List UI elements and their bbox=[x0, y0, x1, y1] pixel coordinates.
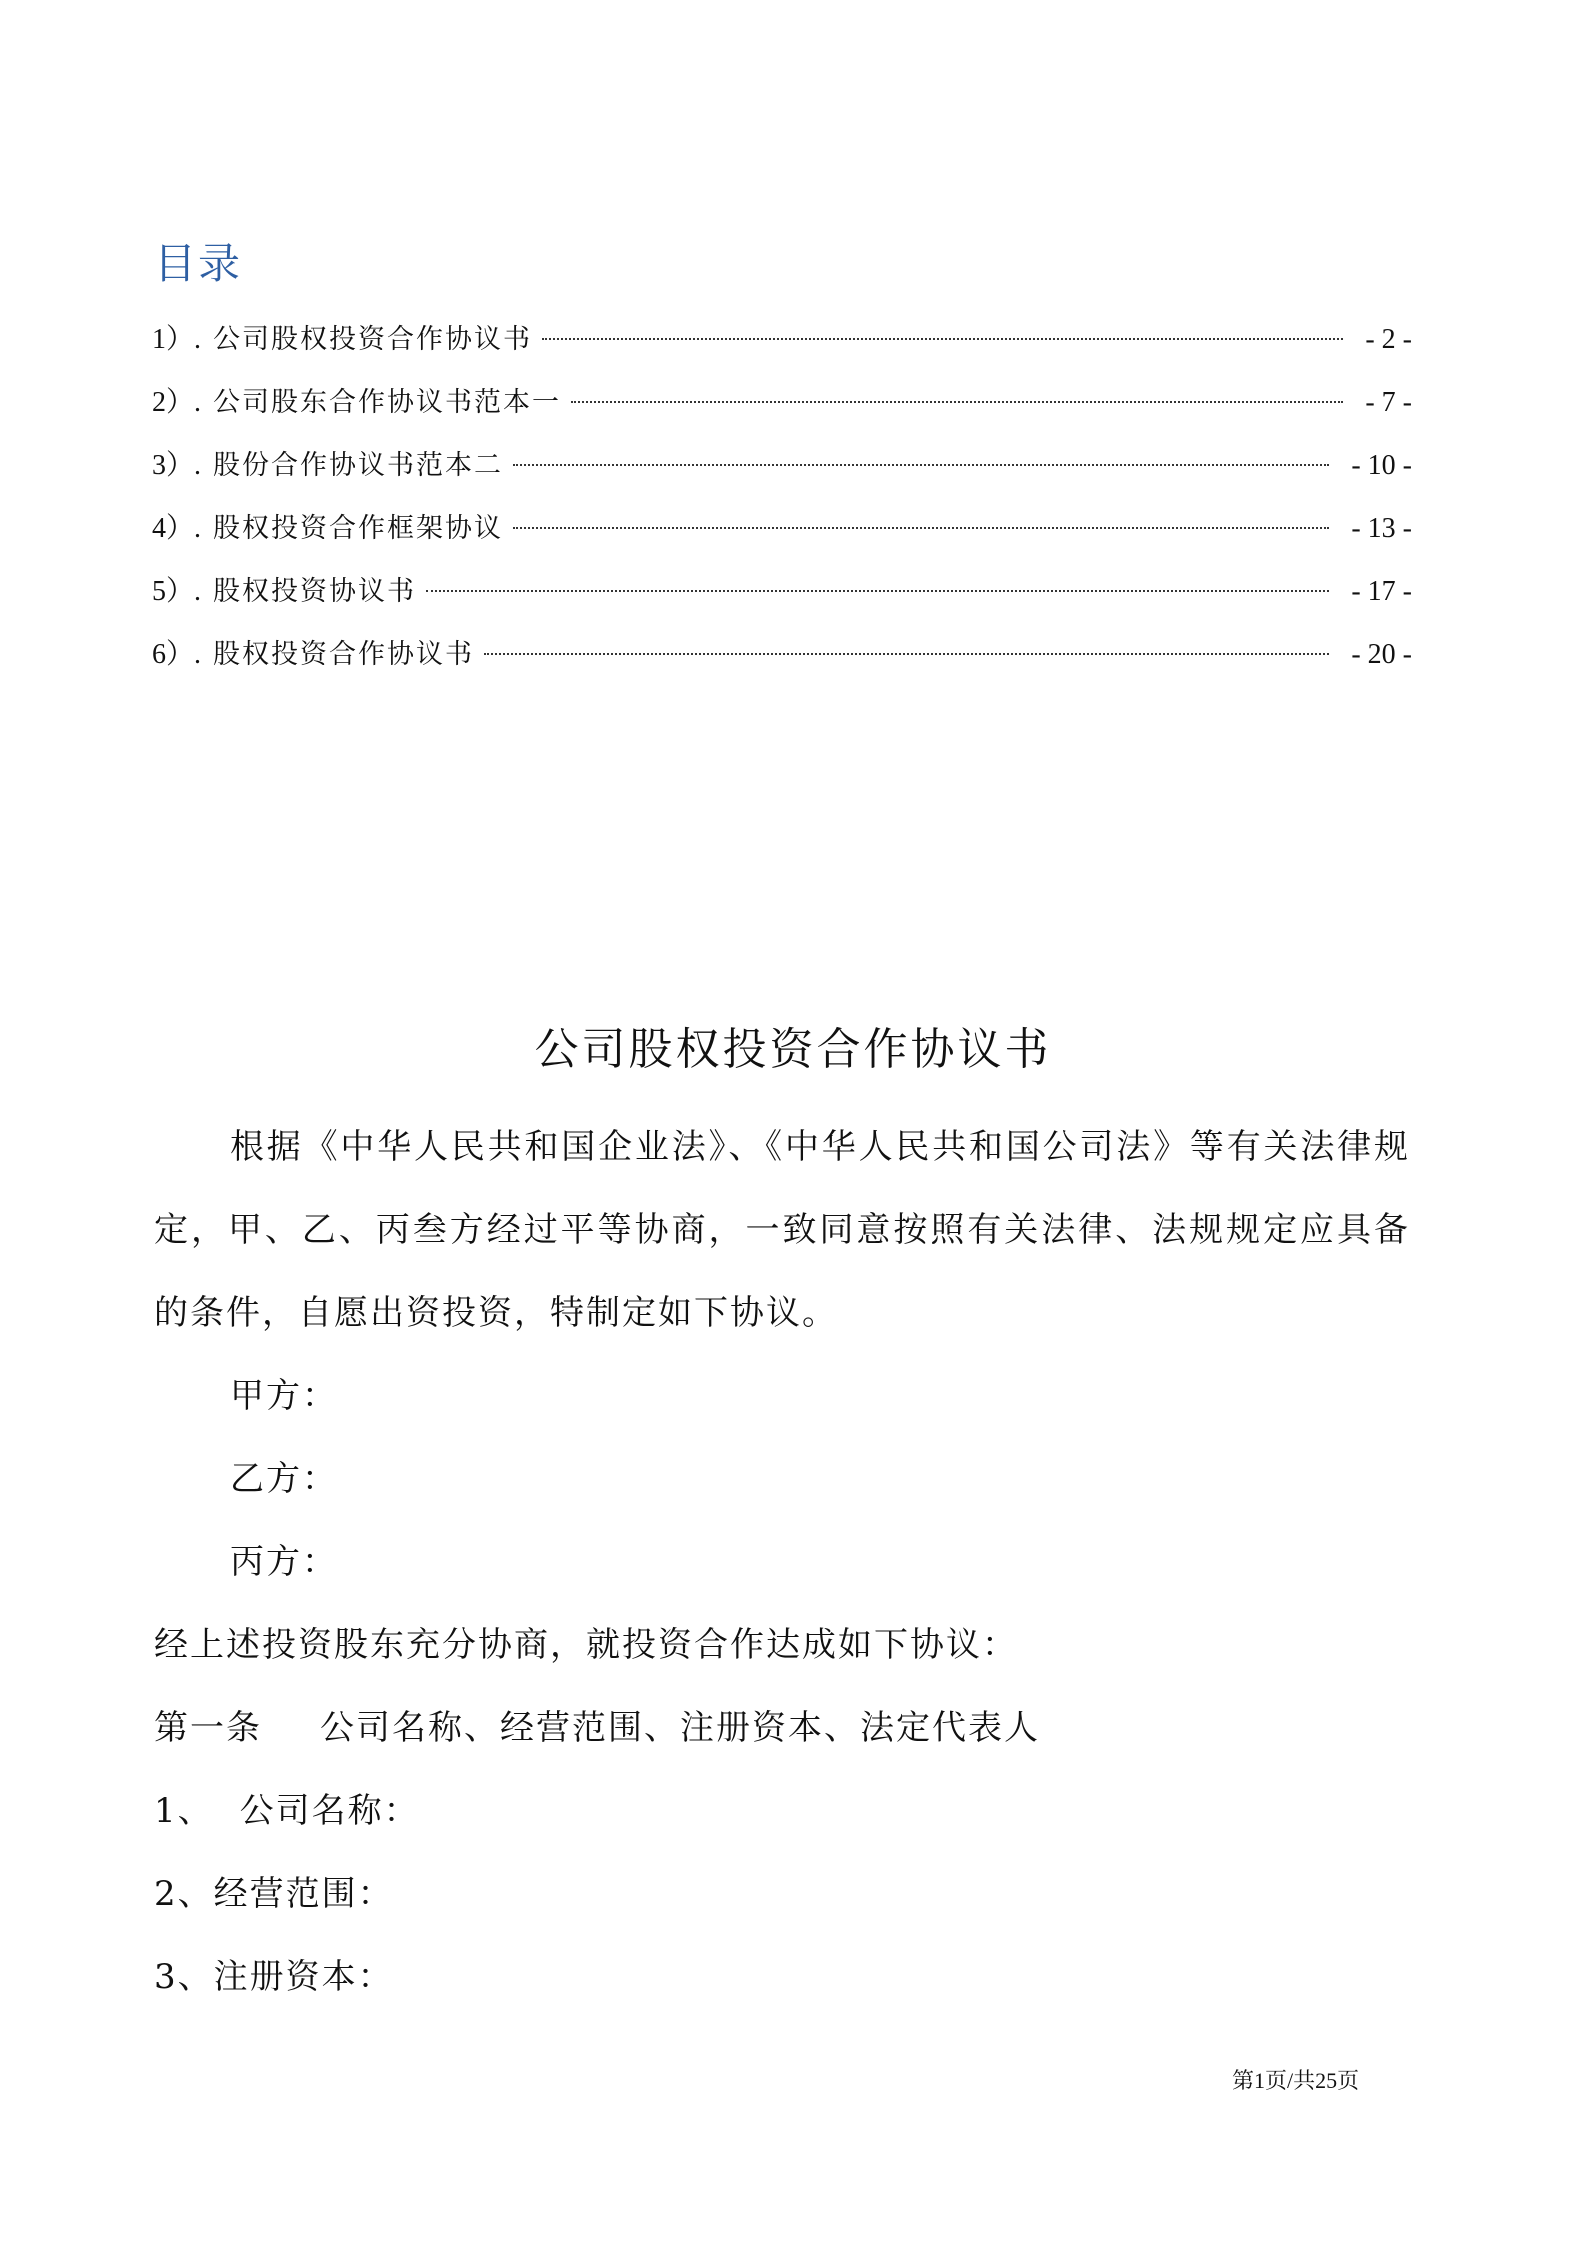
toc-heading: 目录 bbox=[154, 239, 243, 288]
toc-entry-title: 股份合作协议书范本二 bbox=[213, 450, 504, 481]
toc-entry-number: 2）. bbox=[152, 387, 202, 418]
toc-entry-number: 3）. bbox=[152, 450, 202, 481]
toc-entry-title: 公司股东合作协议书范本一 bbox=[213, 387, 562, 418]
toc-entry[interactable] bbox=[152, 444, 1412, 507]
toc-entry-number: 6）. bbox=[152, 639, 202, 670]
intro-paragraph: 根据《中华人民共和国企业法》、《中华人民共和国公司法》等有关法律规定，甲、乙、丙叁方经过平等协商，一致同意按照有关法律、法规规定应具备的条件，自愿出资投资，特制定如下协议。 bbox=[154, 1127, 1410, 1333]
toc-entry-number: 1）. bbox=[152, 324, 202, 355]
toc-leader-dots bbox=[513, 527, 1329, 529]
toc-leader-dots bbox=[542, 338, 1343, 340]
toc-entry-page: - 7 - bbox=[1365, 387, 1412, 418]
toc-entry-title: 公司股权投资合作协议书 bbox=[213, 324, 533, 355]
list-item bbox=[154, 1787, 420, 1835]
toc-entry[interactable] bbox=[152, 507, 1412, 570]
list-item: 3、注册资本： bbox=[154, 1957, 394, 1997]
toc-entry-title: 股权投资协议书 bbox=[213, 576, 417, 607]
party-b-line: 乙方： bbox=[230, 1459, 338, 1499]
agreement-statement: 经上述投资股东充分协商，就投资合作达成如下协议： bbox=[154, 1625, 1018, 1665]
article-number: 第一条 bbox=[154, 1708, 262, 1748]
toc-entry-page: - 20 - bbox=[1351, 639, 1412, 670]
toc-leader-dots bbox=[426, 590, 1329, 592]
item-label: 公司名称： bbox=[239, 1791, 420, 1831]
party-c-line: 丙方： bbox=[230, 1542, 338, 1582]
item-number: 1、 bbox=[154, 1791, 214, 1831]
article-title: 公司名称、经营范围、注册资本、法定代表人 bbox=[320, 1708, 1040, 1748]
toc-entry-number: 4）. bbox=[152, 513, 202, 544]
toc-entry-title: 股权投资合作框架协议 bbox=[213, 513, 504, 544]
article-heading bbox=[154, 1704, 1040, 1752]
toc-entry[interactable] bbox=[152, 633, 1412, 696]
toc-entry-number: 5）. bbox=[152, 576, 202, 607]
party-a-line: 甲方： bbox=[230, 1376, 338, 1416]
toc-entry[interactable] bbox=[152, 570, 1412, 633]
document-title: 公司股权投资合作协议书 bbox=[534, 1024, 1052, 1075]
toc-leader-dots bbox=[484, 653, 1329, 655]
toc-leader-dots bbox=[571, 401, 1343, 403]
page-number-footer: 第1页/共25页 bbox=[1232, 2068, 1360, 2093]
toc-entry[interactable] bbox=[152, 381, 1412, 444]
toc-entry-page: - 17 - bbox=[1351, 576, 1412, 607]
list-item: 2、经营范围： bbox=[154, 1874, 394, 1914]
toc-entry-title: 股权投资合作协议书 bbox=[213, 639, 475, 670]
toc-entry-page: - 10 - bbox=[1351, 450, 1412, 481]
toc-entry-page: - 13 - bbox=[1351, 513, 1412, 544]
toc-leader-dots bbox=[513, 464, 1329, 466]
toc-entry-page: - 2 - bbox=[1365, 324, 1412, 355]
table-of-contents bbox=[152, 318, 1412, 696]
toc-entry[interactable] bbox=[152, 318, 1412, 381]
